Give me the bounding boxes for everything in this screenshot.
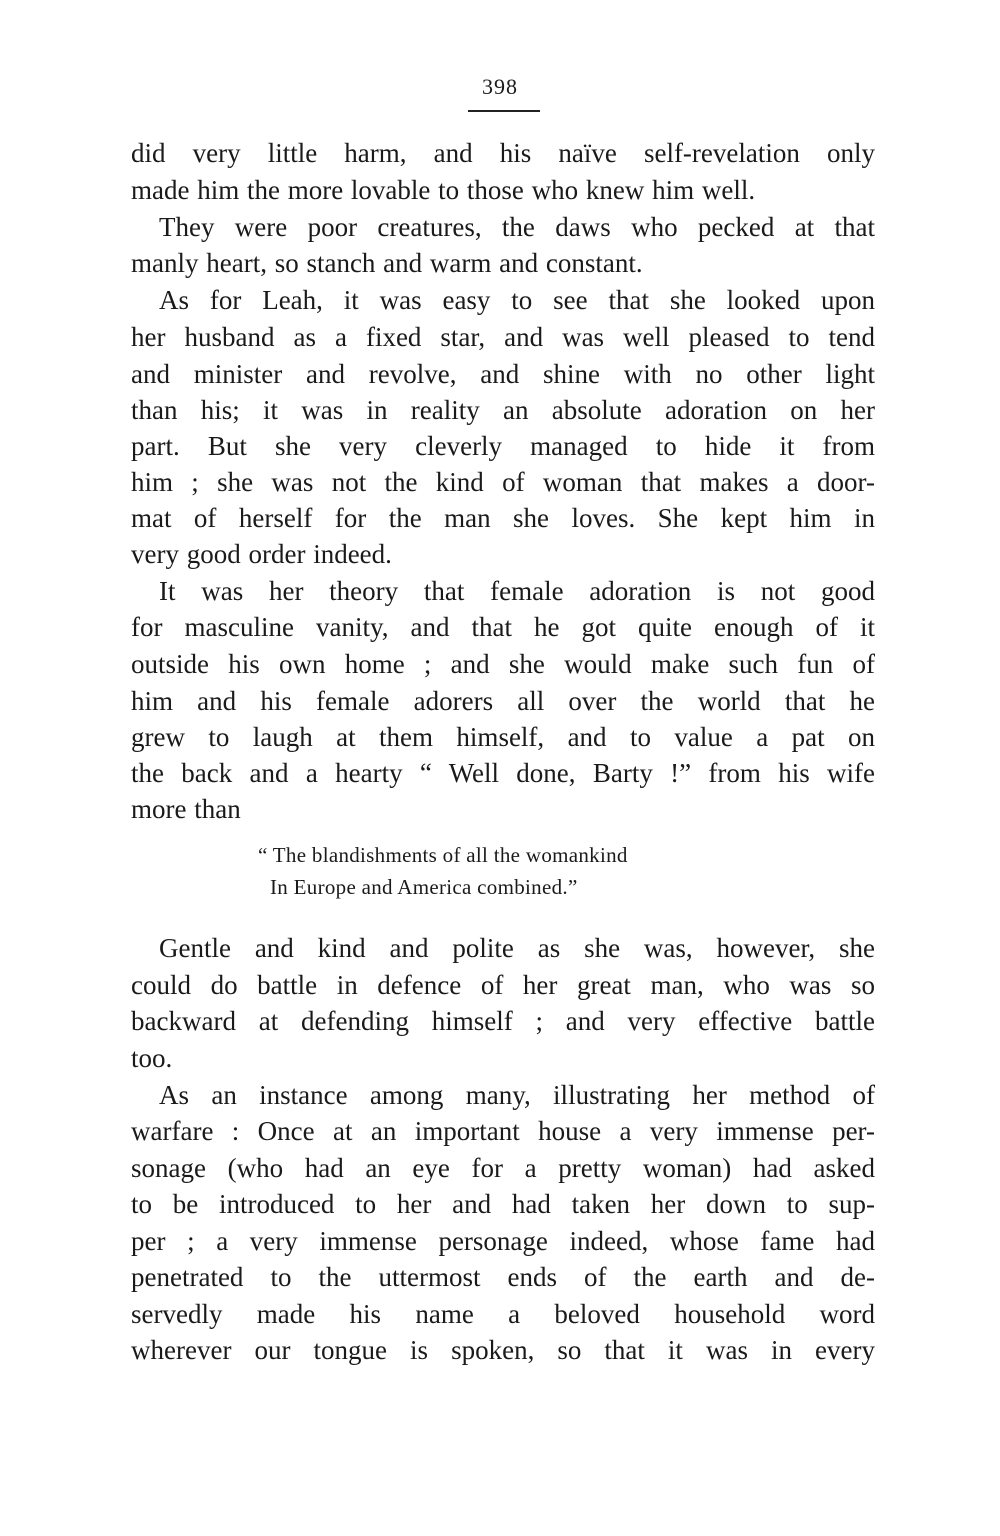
text-line: backward at defending himself ; and very effective battle [131, 1006, 875, 1036]
text-line: too. [131, 1043, 173, 1073]
text-line: made him the more lovable to those who knew him well. [131, 175, 756, 205]
text-line: for masculine vanity, and that he got quite enough of it [131, 612, 875, 642]
text-line: penetrated to the uttermost ends of the earth and de- [131, 1262, 875, 1292]
text-line: It was her theory that female adoration is not good [159, 576, 875, 606]
text-line: did very little harm, and his naïve self-revelation only [131, 138, 875, 168]
text-line: sonage (who had an eye for a pretty woman) had asked [131, 1153, 875, 1183]
text-line: and minister and revolve, and shine with no other light [131, 359, 875, 389]
text-line: outside his own home ; and she would make such fun of [131, 649, 875, 679]
text-line: mat of herself for the man she loves. She kept him in [131, 503, 875, 533]
text-line: him and his female adorers all over the world that he [131, 686, 875, 716]
block-quote-line: In Europe and America combined.” [270, 875, 578, 899]
text-line: to be introduced to her and had taken her down to sup- [131, 1189, 875, 1219]
text-line: manly heart, so stanch and warm and constant. [131, 248, 643, 278]
text-line: servedly made his name a beloved household word [131, 1299, 875, 1329]
text-line: part. But she very cleverly managed to hide it from [131, 431, 875, 461]
text-line: him ; she was not the kind of woman that makes a door- [131, 467, 875, 497]
text-line: grew to laugh at them himself, and to value a pat on [131, 722, 875, 752]
text-line: wherever our tongue is spoken, so that it was in every [131, 1335, 875, 1365]
text-line: than his; it was in reality an absolute adoration on her [131, 395, 875, 425]
text-line: As for Leah, it was easy to see that she looked upon [159, 285, 875, 315]
text-line: They were poor creatures, the daws who pecked at that [159, 212, 875, 242]
block-quote-line: “ The blandishments of all the womankind [258, 843, 628, 867]
text-line: very good order indeed. [131, 539, 392, 569]
text-line: Gentle and kind and polite as she was, however, she [159, 933, 875, 963]
text-line: warfare : Once at an important house a very immense per- [131, 1116, 875, 1146]
text-line: per ; a very immense personage indeed, whose fame had [131, 1226, 875, 1256]
page-number-rule [468, 110, 540, 112]
page-number: 398 [482, 74, 518, 99]
text-line: could do battle in defence of her great man, who was so [131, 970, 875, 1000]
text-line: more than [131, 794, 241, 824]
text-line: her husband as a fixed star, and was well pleased to tend [131, 322, 875, 352]
text-line: As an instance among many, illustrating her method of [159, 1080, 875, 1110]
text-line: the back and a hearty “ Well done, Barty !” from his wife [131, 758, 875, 788]
